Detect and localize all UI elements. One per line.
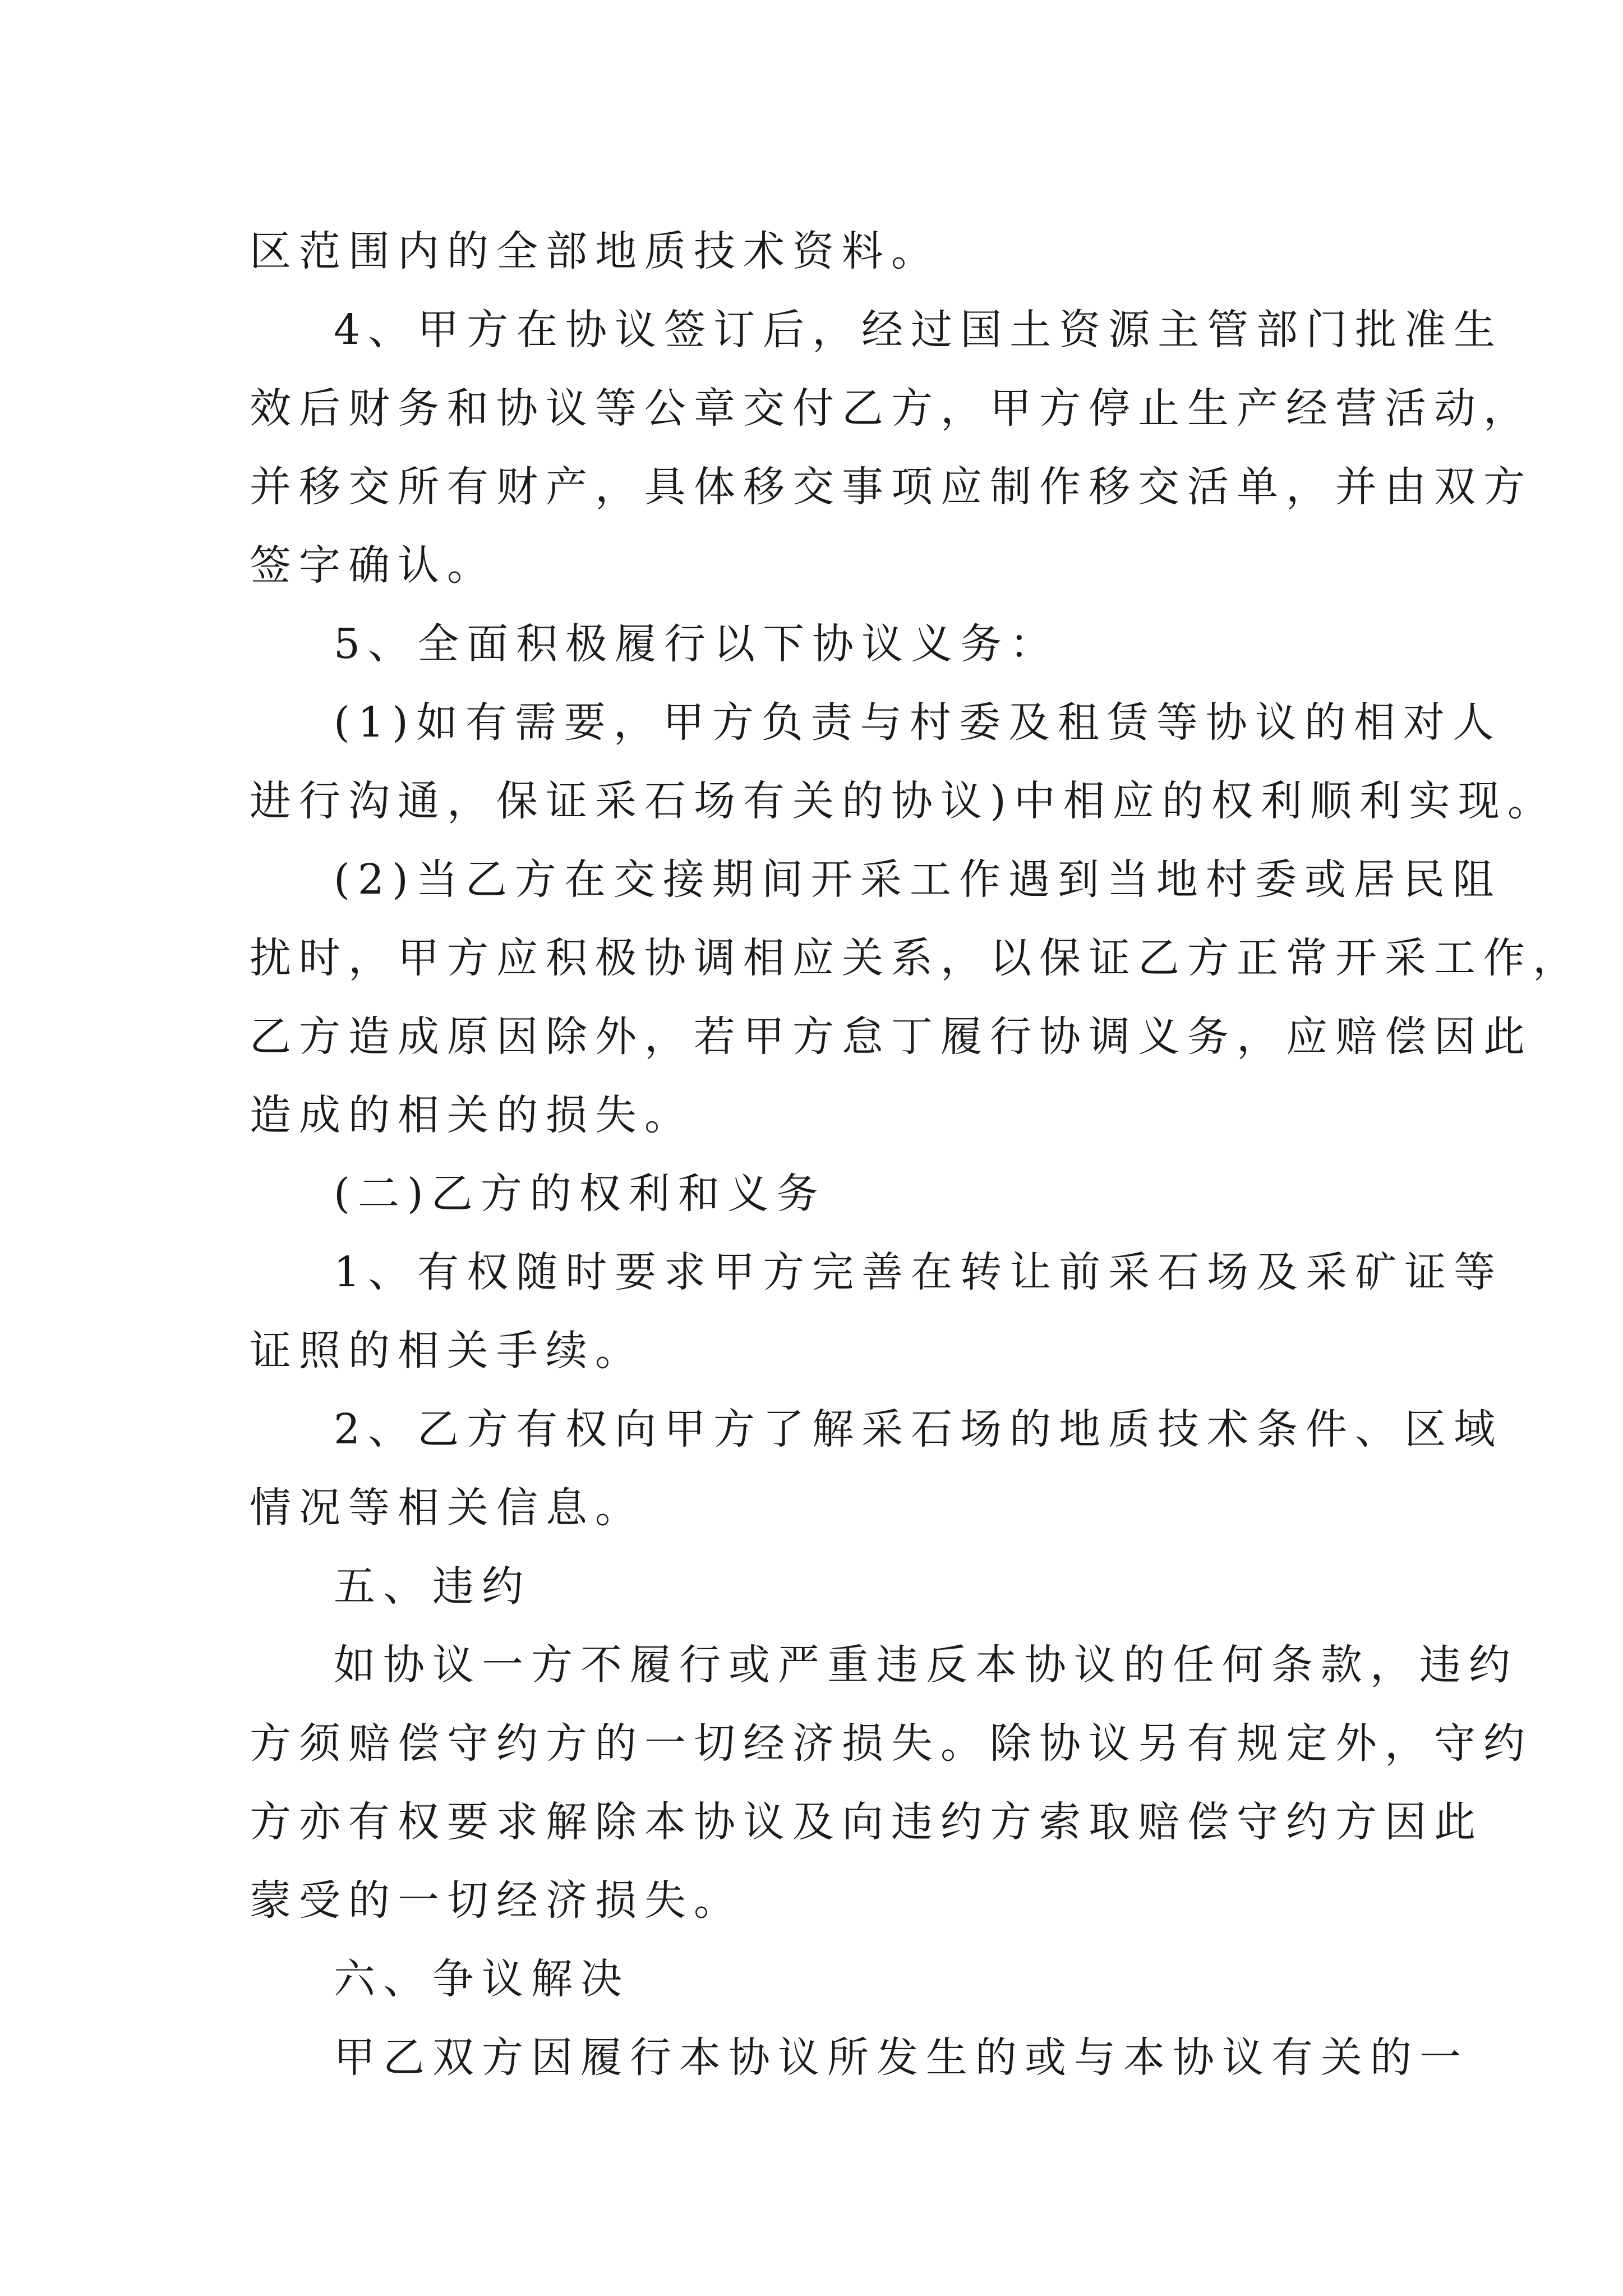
text-line: 签字确认。 — [250, 541, 496, 590]
text-line: 造成的相关的损失。 — [250, 1091, 694, 1139]
text-line: 证照的相关手续。 — [250, 1327, 644, 1375]
text-line: 2、乙方有权向甲方了解采石场的地质技术条件、区域 — [334, 1405, 1504, 1453]
text-line: (1)如有需要，甲方负责与村委及租赁等协议的相对人 — [334, 698, 1502, 747]
document-body — [250, 212, 1582, 2097]
text-line: 如协议一方不履行或严重违反本协议的任何条款，违约 — [334, 1641, 1518, 1689]
text-line: 乙方造成原因除外，若甲方怠丁履行协调义务，应赔偿因此 — [250, 1013, 1533, 1061]
text-line: 扰时，甲方应积极协调相应关系，以保证乙方正常开采工作， — [250, 934, 1582, 982]
text-line: (2)当乙方在交接期间开采工作遇到当地村委或居民阻 — [334, 855, 1502, 904]
text-line: 进行沟通，保证采石场有关的协议)中相应的权利顺利实现。 — [250, 777, 1557, 825]
section-heading: 六、争议解决 — [334, 1955, 630, 2003]
section-heading: 五、违约 — [334, 1562, 531, 1611]
text-line: 区范围内的全部地质技术资料。 — [250, 227, 940, 275]
text-line: 1、有权随时要求甲方完善在转让前采石场及采矿证等 — [334, 1248, 1504, 1296]
text-line: 5、全面积极履行以下协议义务： — [334, 620, 1059, 668]
text-line: 4、甲方在协议签订后，经过国土资源主管部门批准生 — [334, 306, 1504, 354]
section-heading: (二)乙方的权利和义务 — [334, 1170, 826, 1218]
text-line: 效后财务和协议等公章交付乙方，甲方停止生产经营活动， — [250, 384, 1533, 432]
text-line: 方亦有权要求解除本协议及向违约方索取赔偿守约方因此 — [250, 1798, 1483, 1846]
text-line: 甲乙双方因履行本协议所发生的或与本协议有关的一 — [334, 2033, 1469, 2082]
text-line: 方须赔偿守约方的一切经济损失。除协议另有规定外，守约 — [250, 1719, 1533, 1768]
text-line: 并移交所有财产，具体移交事项应制作移交活单，并由双方 — [250, 463, 1533, 511]
text-line: 蒙受的一切经济损失。 — [250, 1876, 743, 1925]
text-line: 情况等相关信息。 — [250, 1484, 644, 1532]
